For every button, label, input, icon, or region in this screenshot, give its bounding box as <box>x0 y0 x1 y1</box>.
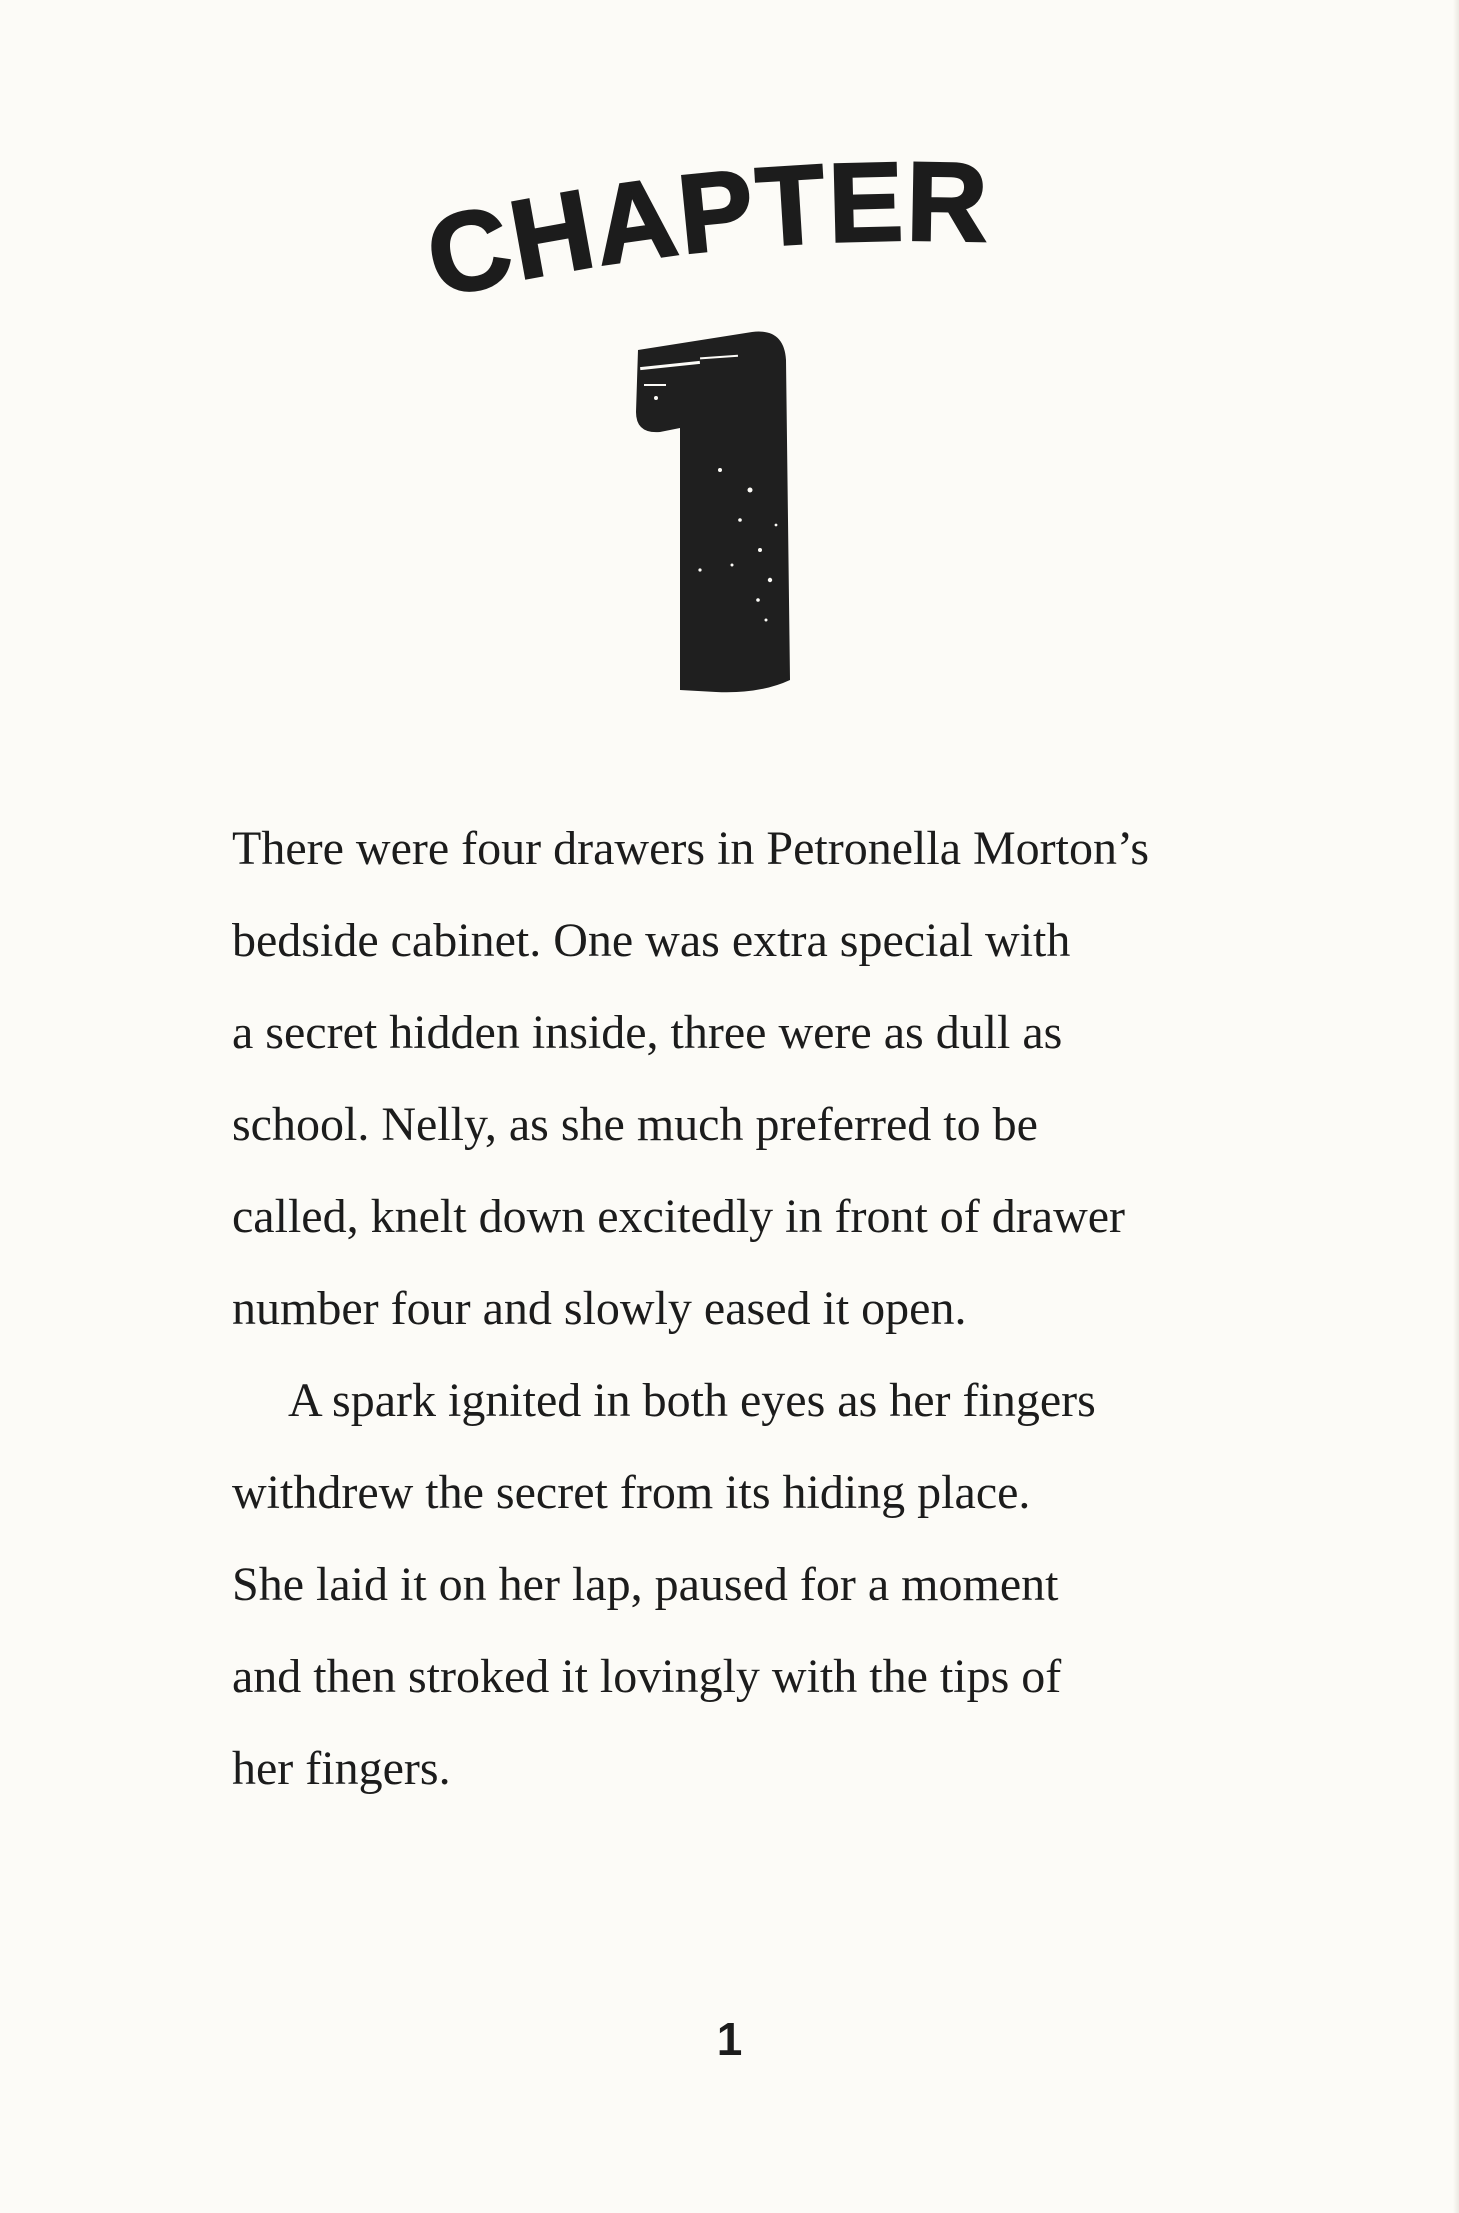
text-line: A spark ignited in both eyes as her fingers <box>288 1374 1096 1427</box>
chapter-word-text: CHAPTER <box>416 138 991 322</box>
chapter-heading-graphic <box>416 138 998 322</box>
paragraph <box>232 803 1312 1355</box>
chapter-body <box>232 803 1312 1815</box>
text-line: a secret hidden inside, three were as dull as <box>232 1006 1063 1059</box>
chapter-number-text: 1 <box>720 620 721 621</box>
text-line: withdrew the secret from its hiding place. <box>232 1466 1031 1519</box>
text-line: She laid it on her lap, paused for a moment <box>232 1558 1059 1611</box>
text-line: bedside cabinet. One was extra special with <box>232 914 1071 967</box>
text-line: and then stroked it lovingly with the tips of <box>232 1650 1062 1703</box>
chapter-heading <box>416 138 998 322</box>
text-line: There were four drawers in Petronella Morton’s <box>232 822 1150 875</box>
text-line: called, knelt down excitedly in front of drawer <box>232 1190 1126 1243</box>
paragraph <box>232 1355 1312 1815</box>
text-line: number four and slowly eased it open. <box>232 1282 967 1335</box>
chapter-number <box>600 320 900 700</box>
chapter-number-graphic <box>600 320 900 700</box>
page-edge-shadow <box>1453 0 1459 2213</box>
page-number: 1 <box>716 2013 743 2065</box>
text-line: school. Nelly, as she much preferred to be <box>232 1098 1038 1151</box>
text-line: her fingers. <box>232 1742 451 1795</box>
